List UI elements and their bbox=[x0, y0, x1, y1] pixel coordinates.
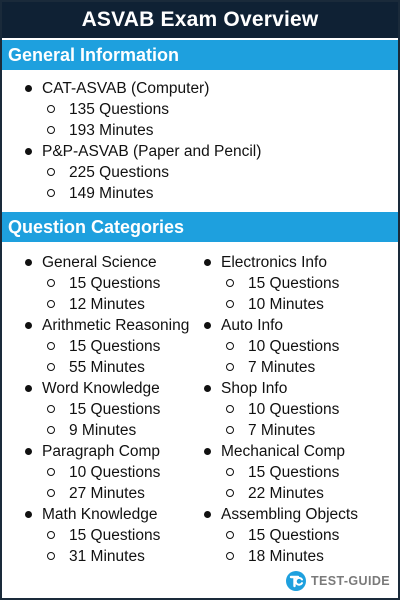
circle-bullet-icon bbox=[47, 552, 55, 560]
circle-bullet-icon bbox=[47, 189, 55, 197]
category-label: Auto Info bbox=[221, 317, 284, 334]
sub-item: 27 Minutes bbox=[42, 483, 189, 504]
sub-item: 7 Minutes bbox=[221, 357, 358, 378]
sub-item: 15 Questions bbox=[42, 399, 189, 420]
list-item-cat-asvab bbox=[42, 78, 398, 141]
sub-item: 22 Minutes bbox=[221, 483, 358, 504]
list-item-label: CAT-ASVAB (Computer) bbox=[42, 80, 210, 97]
category-word-knowledge bbox=[42, 378, 189, 441]
bullet-icon bbox=[204, 385, 211, 392]
circle-bullet-icon bbox=[226, 552, 234, 560]
circle-bullet-icon bbox=[226, 363, 234, 371]
circle-bullet-icon bbox=[47, 300, 55, 308]
bullet-icon bbox=[204, 322, 211, 329]
sub-item: 15 Questions bbox=[221, 525, 358, 546]
circle-bullet-icon bbox=[47, 342, 55, 350]
test-guide-logo-icon bbox=[285, 570, 307, 592]
sub-item: 10 Questions bbox=[42, 462, 189, 483]
circle-bullet-icon bbox=[226, 279, 234, 287]
circle-bullet-icon bbox=[47, 468, 55, 476]
general-information-list bbox=[2, 70, 398, 204]
sub-item: 12 Minutes bbox=[42, 294, 189, 315]
bullet-icon bbox=[25, 448, 32, 455]
circle-bullet-icon bbox=[47, 279, 55, 287]
sub-item: 18 Minutes bbox=[221, 546, 358, 567]
sub-item: 15 Questions bbox=[42, 273, 189, 294]
circle-bullet-icon bbox=[47, 405, 55, 413]
sub-item: 10 Questions bbox=[221, 399, 358, 420]
category-math-knowledge bbox=[42, 504, 189, 567]
categories-left-column bbox=[42, 252, 189, 567]
question-categories-list bbox=[2, 242, 398, 565]
category-label: Mechanical Comp bbox=[221, 443, 346, 460]
list-item-label: P&P-ASVAB (Paper and Pencil) bbox=[42, 143, 262, 160]
circle-bullet-icon bbox=[226, 468, 234, 476]
circle-bullet-icon bbox=[47, 126, 55, 134]
circle-bullet-icon bbox=[47, 489, 55, 497]
circle-bullet-icon bbox=[47, 363, 55, 371]
category-label: Assembling Objects bbox=[221, 506, 358, 523]
circle-bullet-icon bbox=[226, 300, 234, 308]
bullet-icon bbox=[204, 448, 211, 455]
category-arithmetic-reasoning bbox=[42, 315, 189, 378]
question-categories-header: Question Categories bbox=[2, 212, 398, 242]
sub-item: 15 Questions bbox=[42, 525, 189, 546]
category-auto-info bbox=[221, 315, 358, 378]
circle-bullet-icon bbox=[226, 342, 234, 350]
circle-bullet-icon bbox=[47, 531, 55, 539]
circle-bullet-icon bbox=[226, 531, 234, 539]
bullet-icon bbox=[204, 511, 211, 518]
category-assembling-objects bbox=[221, 504, 358, 567]
category-paragraph-comp bbox=[42, 441, 189, 504]
sub-item: 225 Questions bbox=[42, 162, 398, 183]
sub-item: 15 Questions bbox=[221, 273, 358, 294]
category-electronics-info bbox=[221, 252, 358, 315]
category-label: Shop Info bbox=[221, 380, 288, 397]
sub-item: 9 Minutes bbox=[42, 420, 189, 441]
sub-item: 10 Minutes bbox=[221, 294, 358, 315]
sub-item: 15 Questions bbox=[42, 336, 189, 357]
sub-item: 55 Minutes bbox=[42, 357, 189, 378]
sub-item: 149 Minutes bbox=[42, 183, 398, 204]
list-item-pp-asvab bbox=[42, 141, 398, 204]
sub-item: 135 Questions bbox=[42, 99, 398, 120]
category-general-science bbox=[42, 252, 189, 315]
bullet-icon bbox=[25, 511, 32, 518]
sub-item: 193 Minutes bbox=[42, 120, 398, 141]
bullet-icon bbox=[25, 85, 32, 92]
sub-item: 10 Questions bbox=[221, 336, 358, 357]
bullet-icon bbox=[25, 385, 32, 392]
circle-bullet-icon bbox=[47, 426, 55, 434]
bullet-icon bbox=[25, 322, 32, 329]
category-label: General Science bbox=[42, 254, 157, 271]
category-label: Electronics Info bbox=[221, 254, 327, 271]
circle-bullet-icon bbox=[226, 489, 234, 497]
page-title: ASVAB Exam Overview bbox=[2, 2, 398, 38]
category-mechanical-comp bbox=[221, 441, 358, 504]
logo-text: TEST-GUIDE bbox=[310, 574, 390, 588]
bullet-icon bbox=[204, 259, 211, 266]
circle-bullet-icon bbox=[226, 405, 234, 413]
bullet-icon bbox=[25, 148, 32, 155]
circle-bullet-icon bbox=[226, 426, 234, 434]
category-label: Word Knowledge bbox=[42, 380, 160, 397]
category-label: Arithmetic Reasoning bbox=[42, 317, 190, 334]
sub-item: 7 Minutes bbox=[221, 420, 358, 441]
bullet-icon bbox=[25, 259, 32, 266]
category-label: Math Knowledge bbox=[42, 506, 158, 523]
test-guide-logo bbox=[285, 570, 390, 592]
sub-item: 15 Questions bbox=[221, 462, 358, 483]
category-shop-info bbox=[221, 378, 358, 441]
general-information-header: General Information bbox=[2, 40, 398, 70]
sub-item: 31 Minutes bbox=[42, 546, 189, 567]
category-label: Paragraph Comp bbox=[42, 443, 161, 460]
circle-bullet-icon bbox=[47, 168, 55, 176]
circle-bullet-icon bbox=[47, 105, 55, 113]
categories-right-column bbox=[221, 252, 358, 567]
